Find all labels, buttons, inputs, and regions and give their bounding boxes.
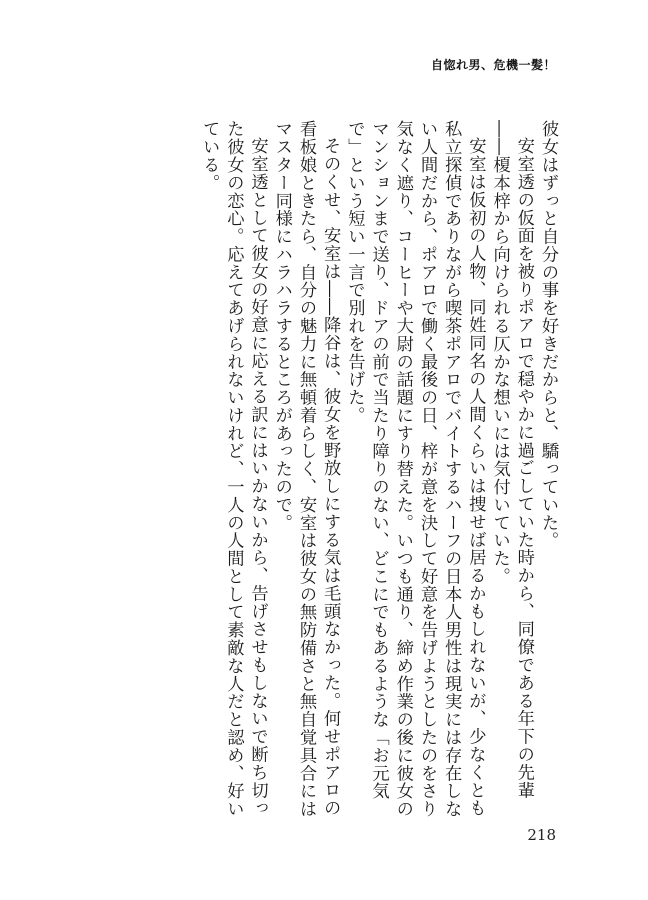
paragraph: 安室透の仮面を被りポアロで穏やかに過ごしていた時から、同僚である年下の先輩――榎本梓から向けられる仄かな想いには気付いていた。: [489, 120, 534, 800]
body-text: [100, 120, 560, 820]
running-title: 自惚れ男、危機一髪！: [430, 58, 556, 72]
opening-line: 彼女はずっと自分の事を好きだからと、驕っていた。: [538, 120, 558, 550]
page-number: 218: [527, 826, 556, 844]
paragraph: 安室は仮初の人物、同姓同名の人間くらいは捜せば居るかもしれないが、少なくとも私立探偵でありながら喫茶ポアロでバイトするハーフの日本人男性は現実には存在しない人間だから、ポアロで働く最後の日、梓が意を決して好意を告げようとしたのをさり気なく遮り、コーヒーや大尉の話題にすり替えた。いつも通り、締め作業の後に彼女のマンションまで送り、ドアの前で当たり障りのない、どこにでもあるような「お元気で」という短い一言で別れを告げた。: [344, 120, 486, 818]
paragraph: そのくせ、安室は――降谷は、彼女を野放しにする気は毛頭なかった。何せポアロの看板娘ときたら、自分の魅力に無頓着らしく、安室は彼女の無防備さと無自覚具合にはマスター同様にハラハラするところがあったので。: [271, 120, 341, 818]
paragraph: 安室透として彼女の好意に応える訳にはいかないから、告げさせもしないで断ち切った彼女の恋心。応えてあげられないけれど、一人の人間として素敵な人だと認め、好いている。: [199, 120, 268, 818]
